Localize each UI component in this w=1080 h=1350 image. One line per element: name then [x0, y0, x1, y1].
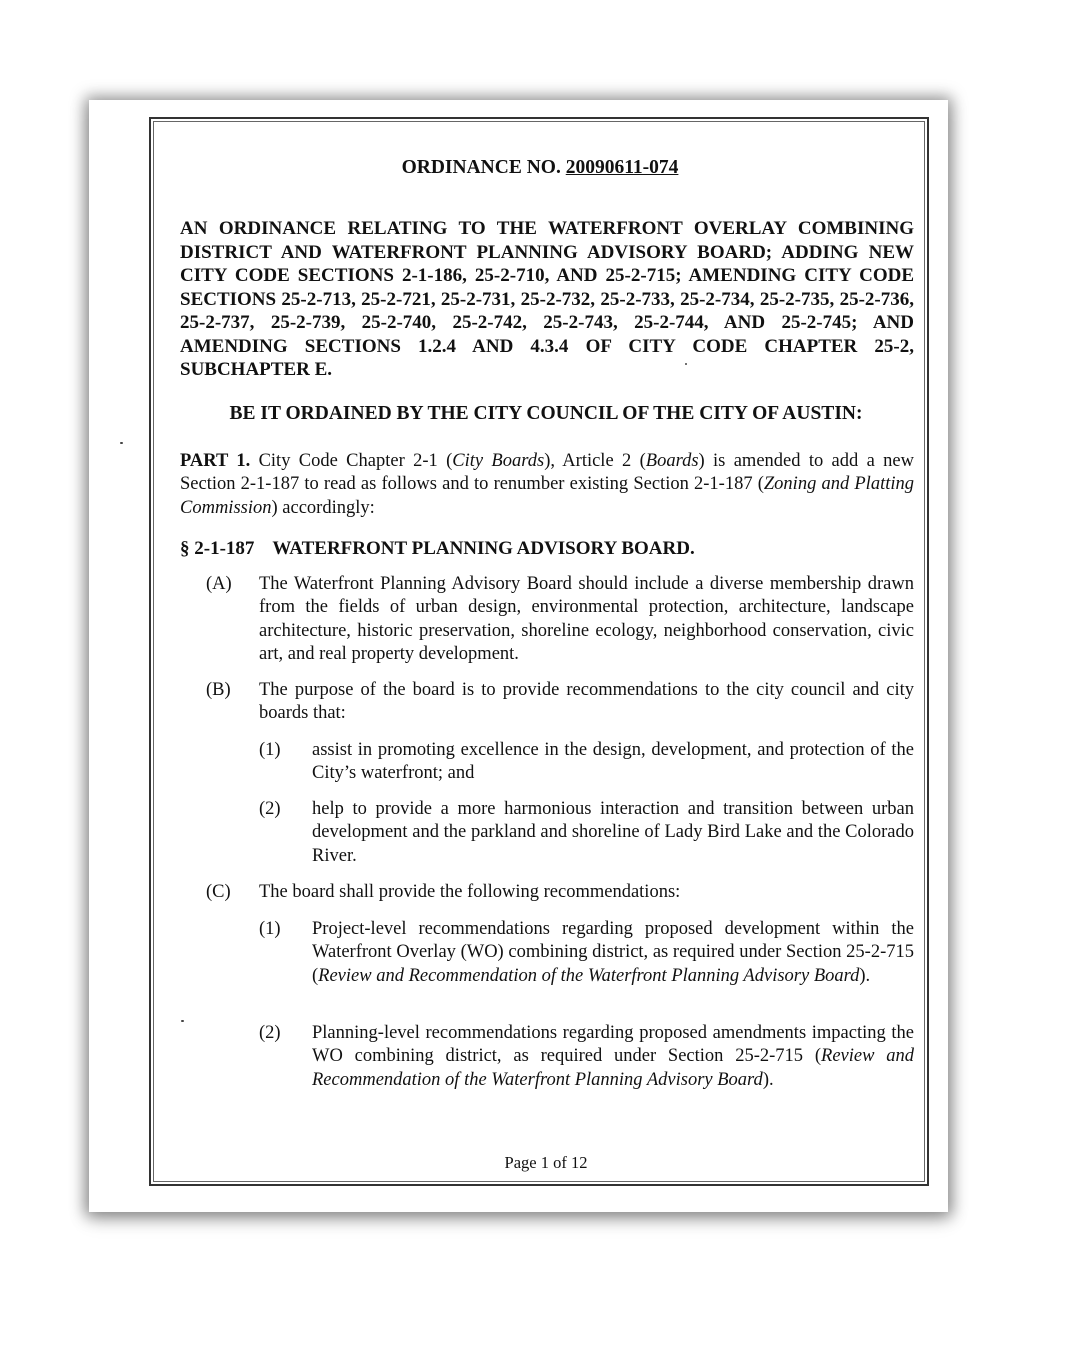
section-heading	[180, 538, 695, 560]
subsection-a-marker: (A)	[206, 574, 232, 594]
subsection-a-text: The Waterfront Planning Advisory Board should include a diverse membership drawn from the fields of urban design, environmental protection, architecture, landscape architecture, historic preservation, shoreline ecology, neighborhood conservation, civic art, and real property development.	[259, 574, 914, 664]
subsection-c-item-2-marker: (2)	[259, 1023, 281, 1043]
subsection-b-item-1-text: assist in promoting excellence in the design, development, and protection of the City’s waterfront; and	[312, 740, 914, 784]
subsection-b-item-2-text: help to provide a more harmonious interaction and transition between urban development and the parkland and shoreline of Lady Bird Lake and the Colorado River.	[312, 799, 914, 866]
subsection-c-item-1-text	[312, 918, 914, 988]
subsection-c-item-1-part: ).	[859, 965, 871, 986]
part-1-italic: Zoning and Platting Commission	[180, 474, 914, 518]
subsection-c-item-2-part: Planning-level recommendations regarding proposed amendments impacting the WO combining district, as required under Section 25-2-715 (	[312, 1023, 914, 1067]
enacting-clause: BE IT ORDAINED BY THE CITY COUNCIL OF THE CITY OF AUSTIN:	[229, 403, 863, 424]
part-1-text: ) is amended to add a new Section 2-1-187 to read as follows and to renumber existing Section 2-1-187 (	[180, 451, 914, 495]
scan-speck	[120, 442, 123, 444]
part-1-text: ), Article 2 (	[544, 451, 646, 471]
subsection-c-item-2-part: ).	[762, 1069, 774, 1090]
section-title: WATERFRONT PLANNING ADVISORY BOARD.	[272, 538, 695, 559]
part-1-paragraph	[180, 450, 914, 520]
page-footer: Page 1 of 12	[504, 1153, 588, 1172]
subsection-b-item-1-marker: (1)	[259, 740, 281, 760]
part-1-italic: Boards	[645, 451, 699, 471]
title-prefix: ORDINANCE NO.	[401, 157, 561, 178]
subsection-b-text: The purpose of the board is to provide recommendations to the city council and city boards that:	[259, 680, 914, 724]
ordinance-title	[0, 157, 1080, 179]
subsection-c-marker: (C)	[206, 882, 231, 902]
ordinance-caption: AN ORDINANCE RELATING TO THE WATERFRONT OVERLAY COMBINING DISTRICT AND WATERFRONT PLANNING ADVISORY BOARD; ADDING NEW CITY CODE SECTIONS 2-1-186, 25-2-710, AND 25-2-715; AMENDING CITY CODE SECTIONS 25-2-713, 25-2-721, 25-2-731, 25-2-732, 25-2-733, 25-2-734, 25-2-735, 25-2-736, 25-2-737, 25-2-739, 25-2-740, 25-2-742, 25-2-743, 25-2-744, AND 25-2-745; AND AMENDING SECTIONS 1.2.4 AND 4.3.4 OF CITY CODE CHAPTER 25-2, SUBCHAPTER E.	[180, 218, 914, 380]
subsection-c-item-2-italic: Review and Recommendation of the Waterfront Planning Advisory Board	[312, 1046, 914, 1090]
section-number: § 2-1-187	[180, 538, 255, 559]
subsection-c-text: The board shall provide the following recommendations:	[259, 882, 681, 902]
part-1-text: City Code Chapter 2-1 (	[250, 451, 453, 471]
part-1-label: PART 1.	[180, 451, 251, 471]
subsection-b-item-2-marker: (2)	[259, 799, 281, 819]
subsection-b-marker: (B)	[206, 680, 231, 700]
subsection-c-item-1-marker: (1)	[259, 919, 281, 939]
part-1-text: ) accordingly:	[271, 497, 375, 518]
ordinance-number: 20090611-074	[565, 157, 679, 178]
subsection-c-item-1-italic: Review and Recommendation of the Waterfront Planning Advisory Board	[318, 965, 860, 986]
scan-speck	[181, 1020, 184, 1022]
part-1-italic: City Boards	[452, 451, 545, 471]
subsection-c-item-2-text	[312, 1022, 914, 1092]
subsection-c-item-1-part: Project-level recommendations regarding proposed development within the Waterfront Overlay (WO) combining district, as required under Section 25-2-715 (	[312, 919, 914, 986]
